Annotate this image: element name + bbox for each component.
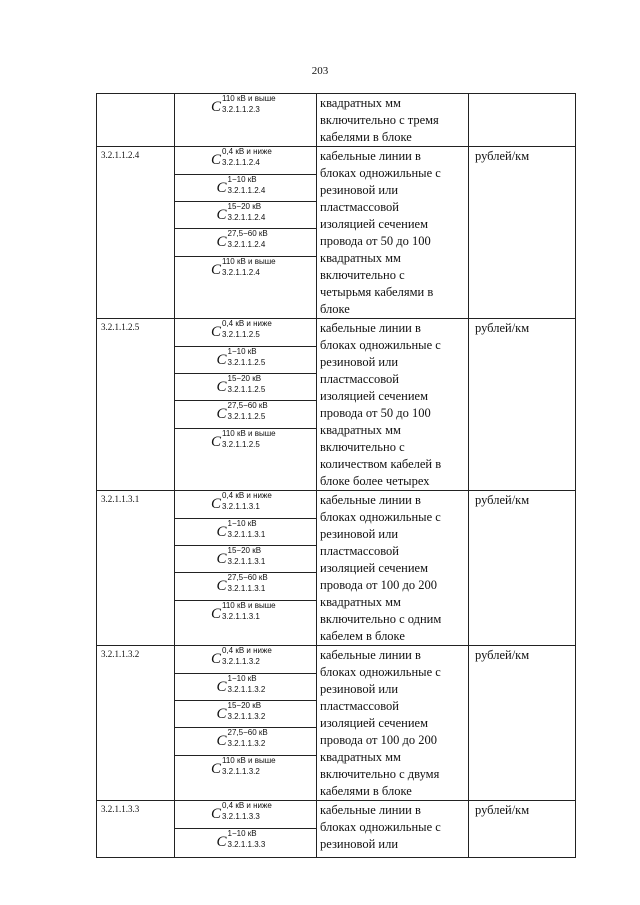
- symbol-index: 3.2.1.1.3.1: [222, 502, 260, 511]
- price-symbol: [175, 202, 316, 229]
- description-line: кабелями в блоке: [320, 130, 412, 144]
- symbol-index: 3.2.1.1.2.5: [227, 412, 266, 421]
- description-line: блоках одножильные с: [320, 820, 441, 834]
- description-line: блоке более четырех: [320, 474, 430, 488]
- symbol-voltage: 1−10 кВ: [227, 347, 257, 356]
- symbol-letter: C: [211, 434, 222, 450]
- price-symbol: [175, 756, 316, 792]
- row-symbols-cell: [175, 491, 317, 646]
- price-symbol: [175, 674, 316, 701]
- row-symbols-cell: [175, 646, 317, 801]
- description-line: блоках одножильные с: [320, 510, 441, 524]
- symbol-letter: C: [211, 606, 222, 622]
- description-line: изоляцией сечением: [320, 716, 428, 730]
- symbol-voltage: 110 кВ и выше: [222, 94, 276, 103]
- symbol-voltage: 1−10 кВ: [227, 175, 257, 184]
- description-line: изоляцией сечением: [320, 561, 428, 575]
- symbol-voltage: 27,5−60 кВ: [227, 728, 268, 737]
- row-description-cell: [317, 94, 469, 147]
- tariff-table: [96, 93, 576, 858]
- row-code: 3.2.1.1.2.4: [101, 150, 140, 160]
- symbol-voltage: 0,4 кВ и ниже: [222, 491, 272, 500]
- row-unit: рублей/км: [475, 149, 530, 163]
- symbol-index: 3.2.1.1.3.2: [227, 739, 266, 748]
- row-code: 3.2.1.1.3.2: [101, 649, 140, 659]
- price-symbol: [175, 573, 316, 601]
- row-code-cell: [97, 147, 175, 319]
- symbol-letter: C: [216, 733, 227, 749]
- description-line: кабельные линии в: [320, 803, 421, 817]
- description-line: резиновой или: [320, 837, 399, 851]
- description-line: включительно с: [320, 268, 405, 282]
- symbol-voltage: 110 кВ и выше: [222, 429, 276, 438]
- price-symbol: [175, 147, 316, 175]
- price-symbol: [175, 601, 316, 637]
- symbol-letter: C: [216, 524, 227, 540]
- symbol-index: 3.2.1.1.3.1: [227, 584, 266, 593]
- symbol-letter: C: [211, 152, 222, 168]
- description-line: блоках одножильные с: [320, 665, 441, 679]
- description-line: кабелем в блоке: [320, 629, 405, 643]
- symbol-voltage: 0,4 кВ и ниже: [222, 646, 272, 655]
- description-line: кабельные линии в: [320, 493, 421, 507]
- symbol-index: 3.2.1.1.2.5: [227, 385, 266, 394]
- row-symbols-cell: [175, 94, 317, 147]
- description-line: пластмассовой: [320, 699, 399, 713]
- description-line: изоляцией сечением: [320, 217, 428, 231]
- description-line: резиновой или: [320, 355, 399, 369]
- symbol-voltage: 27,5−60 кВ: [227, 229, 268, 238]
- description-line: провода от 50 до 100: [320, 406, 431, 420]
- symbol-voltage: 0,4 кВ и ниже: [222, 147, 272, 156]
- symbol-letter: C: [216, 234, 227, 250]
- symbol-voltage: 15−20 кВ: [227, 546, 262, 555]
- price-symbol: [175, 491, 316, 519]
- row-code-cell: [97, 646, 175, 801]
- row-unit-cell: [469, 491, 576, 646]
- price-symbol: [175, 646, 316, 674]
- description-line: провода от 50 до 100: [320, 234, 431, 248]
- symbol-index: 3.2.1.1.3.2: [227, 685, 266, 694]
- price-symbol: [175, 701, 316, 728]
- symbol-index: 3.2.1.1.2.4: [227, 240, 266, 249]
- description-line: кабелями в блоке: [320, 784, 412, 798]
- symbol-letter: C: [216, 207, 227, 223]
- row-unit-cell: [469, 147, 576, 319]
- table-row: [97, 94, 576, 147]
- symbol-letter: C: [211, 496, 222, 512]
- symbol-index: 3.2.1.1.3.2: [222, 657, 260, 666]
- symbol-index: 3.2.1.1.3.3: [222, 812, 260, 821]
- row-symbols-cell: [175, 147, 317, 319]
- description-line: включительно с двумя: [320, 767, 440, 781]
- symbol-index: 3.2.1.1.3.1: [222, 612, 260, 621]
- row-code: 3.2.1.1.3.1: [101, 494, 140, 504]
- symbol-letter: C: [216, 679, 227, 695]
- table-row: [97, 646, 576, 801]
- description-line: четырьмя кабелями в: [320, 285, 434, 299]
- row-code-cell: [97, 319, 175, 491]
- description-line: квадратных мм: [320, 595, 401, 609]
- price-symbol: [175, 728, 316, 756]
- description-line: квадратных мм: [320, 96, 401, 110]
- row-unit-cell: [469, 646, 576, 801]
- description-line: резиновой или: [320, 527, 399, 541]
- description-line: блоках одножильные с: [320, 166, 441, 180]
- row-code: 3.2.1.1.3.3: [101, 804, 140, 814]
- symbol-index: 3.2.1.1.2.5: [227, 358, 266, 367]
- table-row: [97, 147, 576, 319]
- row-unit: рублей/км: [475, 321, 530, 335]
- table-body: [97, 94, 576, 858]
- symbol-voltage: 110 кВ и выше: [222, 601, 276, 610]
- symbol-voltage: 1−10 кВ: [227, 674, 257, 683]
- symbol-index: 3.2.1.1.3.1: [227, 557, 266, 566]
- symbol-letter: C: [216, 578, 227, 594]
- row-description-cell: [317, 319, 469, 491]
- symbol-voltage: 27,5−60 кВ: [227, 401, 268, 410]
- symbol-index: 3.2.1.1.3.2: [222, 767, 260, 776]
- symbol-index: 3.2.1.1.2.5: [222, 330, 260, 339]
- symbol-letter: C: [216, 834, 227, 850]
- description-line: квадратных мм: [320, 251, 401, 265]
- description-line: включительно с одним: [320, 612, 442, 626]
- symbol-index: 3.2.1.1.3.1: [227, 530, 266, 539]
- symbol-letter: C: [216, 379, 227, 395]
- symbol-index: 3.2.1.1.2.4: [222, 268, 260, 277]
- row-unit-cell: [469, 319, 576, 491]
- symbol-voltage: 110 кВ и выше: [222, 756, 276, 765]
- symbol-letter: C: [211, 324, 222, 340]
- price-symbol: [175, 229, 316, 257]
- description-line: квадратных мм: [320, 423, 401, 437]
- description-line: пластмассовой: [320, 544, 399, 558]
- row-code: 3.2.1.1.2.5: [101, 322, 140, 332]
- symbol-index: 3.2.1.1.2.4: [227, 213, 266, 222]
- description-line: блоке: [320, 302, 350, 316]
- description-line: провода от 100 до 200: [320, 733, 437, 747]
- symbol-voltage: 15−20 кВ: [227, 202, 262, 211]
- row-unit: рублей/км: [475, 803, 530, 817]
- row-code-cell: [97, 94, 175, 147]
- price-symbol: [175, 801, 316, 829]
- row-symbols-cell: [175, 319, 317, 491]
- row-unit-cell: [469, 801, 576, 858]
- description-line: кабельные линии в: [320, 149, 421, 163]
- symbol-letter: C: [216, 551, 227, 567]
- price-symbol: [175, 94, 316, 146]
- symbol-letter: C: [216, 352, 227, 368]
- symbol-letter: C: [216, 406, 227, 422]
- description-line: включительно с тремя: [320, 113, 439, 127]
- symbol-letter: C: [211, 262, 222, 278]
- description-line: пластмассовой: [320, 200, 399, 214]
- symbol-voltage: 15−20 кВ: [227, 701, 262, 710]
- row-code-cell: [97, 801, 175, 858]
- symbol-voltage: 27,5−60 кВ: [227, 573, 268, 582]
- price-symbol: [175, 347, 316, 374]
- row-description-cell: [317, 147, 469, 319]
- price-symbol: [175, 429, 316, 483]
- price-symbol: [175, 175, 316, 202]
- symbol-index: 3.2.1.1.3.3: [227, 840, 266, 849]
- description-line: пластмассовой: [320, 372, 399, 386]
- row-description-cell: [317, 801, 469, 858]
- description-line: квадратных мм: [320, 750, 401, 764]
- page-number: 203: [311, 65, 329, 77]
- description-line: количеством кабелей в: [320, 457, 442, 471]
- row-unit: рублей/км: [475, 648, 530, 662]
- symbol-voltage: 15−20 кВ: [227, 374, 262, 383]
- symbol-index: 3.2.1.1.3.2: [227, 712, 266, 721]
- symbol-index: 3.2.1.1.2.3: [222, 105, 260, 114]
- symbol-index: 3.2.1.1.2.4: [227, 186, 266, 195]
- row-symbols-cell: [175, 801, 317, 858]
- description-line: резиновой или: [320, 682, 399, 696]
- symbol-voltage: 1−10 кВ: [227, 519, 257, 528]
- price-symbol: [175, 401, 316, 429]
- row-code: [97, 94, 174, 98]
- symbol-voltage: 110 кВ и выше: [222, 257, 276, 266]
- table-row: [97, 491, 576, 646]
- table-row: [97, 801, 576, 858]
- symbol-letter: C: [211, 99, 222, 115]
- row-unit: [469, 94, 575, 95]
- description-line: изоляцией сечением: [320, 389, 428, 403]
- symbol-voltage: 0,4 кВ и ниже: [222, 801, 272, 810]
- row-code-cell: [97, 491, 175, 646]
- description-line: резиновой или: [320, 183, 399, 197]
- symbol-voltage: 1−10 кВ: [227, 829, 257, 838]
- symbol-letter: C: [211, 651, 222, 667]
- price-symbol: [175, 257, 316, 311]
- price-symbol: [175, 319, 316, 347]
- price-symbol: [175, 546, 316, 573]
- row-description-cell: [317, 491, 469, 646]
- symbol-voltage: 0,4 кВ и ниже: [222, 319, 272, 328]
- description-line: блоках одножильные с: [320, 338, 441, 352]
- description-line: кабельные линии в: [320, 321, 421, 335]
- symbol-letter: C: [216, 706, 227, 722]
- price-symbol: [175, 829, 316, 857]
- symbol-index: 3.2.1.1.2.5: [222, 440, 260, 449]
- table-row: [97, 319, 576, 491]
- row-unit-cell: [469, 94, 576, 147]
- description-line: включительно с: [320, 440, 405, 454]
- description-line: провода от 100 до 200: [320, 578, 437, 592]
- description-line: кабельные линии в: [320, 648, 421, 662]
- symbol-letter: C: [216, 180, 227, 196]
- symbol-letter: C: [211, 761, 222, 777]
- symbol-index: 3.2.1.1.2.4: [222, 158, 260, 167]
- symbol-letter: C: [211, 806, 222, 822]
- price-symbol: [175, 374, 316, 401]
- price-symbol: [175, 519, 316, 546]
- row-unit: рублей/км: [475, 493, 530, 507]
- row-description-cell: [317, 646, 469, 801]
